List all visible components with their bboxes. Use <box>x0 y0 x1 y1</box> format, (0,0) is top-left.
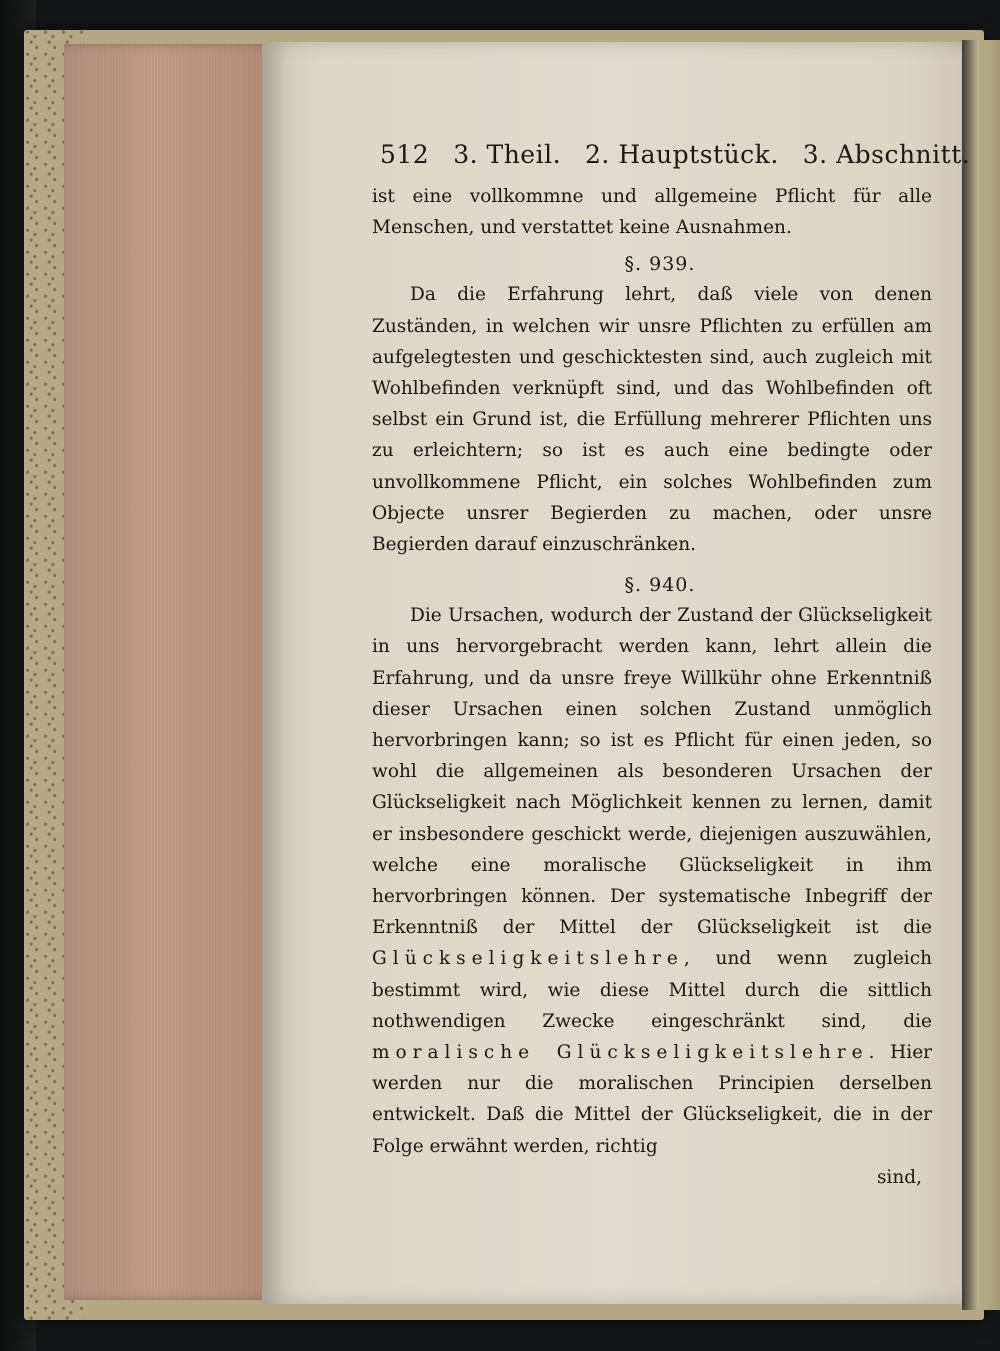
term-moralische-glueckseligkeitslehre: moralische Glückseligkeitslehre <box>372 1042 869 1064</box>
page-edges <box>64 44 290 1300</box>
page-number: 512 <box>380 140 430 169</box>
part-label: 3. Theil. <box>453 140 562 169</box>
continuation-paragraph: ist eine vollkommne und allgemeine Pflicht für alle Menschen, und verstattet keine Ausnahmen. <box>372 186 932 239</box>
catchword: sind, <box>876 1166 922 1188</box>
opposite-cover-edge <box>962 40 1000 1310</box>
paragraph-939: Da die Erfahrung lehrt, daß viele von denen Zuständen, in welchen wir unsre Pflichten zu erfüllen am aufgelegtesten und geschicktesten sind, auch zugleich mit Wohlbefinden verknüpft sind, und das Wohlbefinden oft selbst ein Grund ist, die Erfüllung mehrerer Pflichten uns zu erleichtern; so ist es auch eine bedingte oder unvollkommene Pflicht, ein solches Wohlbefinden zum Objecte unsrer Begierden zu machen, oder unsre Begierden darauf einzuschränken. <box>372 284 932 556</box>
page-text <box>372 140 971 1193</box>
term-glueckseligkeitslehre: Glückseligkeitslehre <box>372 948 684 970</box>
paragraph-940-part-3: . Hier werden nur die moralischen Principien derselben entwickelt. Daß die Mittel der Glückseligkeit, die in der Folge erwähnt werden, richtig <box>372 1042 932 1157</box>
section-mark-940: §. 940. <box>624 574 696 597</box>
chapter-label: 2. Hauptstück. <box>585 140 779 169</box>
section-label: 3. Abschnitt. <box>802 140 971 169</box>
section-mark-939: §. 939. <box>624 253 696 276</box>
paragraph-940-part-2: , und wenn zugleich bestimmt wird, wie diese Mittel durch die sittlich nothwendigen Zwecke eingeschränkt sind, die <box>372 948 932 1032</box>
paragraph-940-part-1: Die Ursachen, wodurch der Zustand der Glückseligkeit in uns hervorgebracht werden kann, lehrt allein die Erfahrung, und da unsre freye Willkühr ohne Erkenntniß dieser Ursachen einen solchen Zustand unmöglich hervorbringen kann; so ist es Pflicht für einen jeden, so wohl die allgemeinen als besonderen Ursachen der Glückseligkeit nach Möglichkeit kennen zu lernen, damit er insbesondere geschickt werde, diejenigen auszuwählen, welche eine moralische Glückseligkeit in ihm hervorbringen können. Der systematische Inbegriff der Erkenntniß der Mittel der Glückseligkeit ist die <box>372 605 932 939</box>
running-head <box>380 140 971 169</box>
paragraph-940 <box>372 600 932 1162</box>
